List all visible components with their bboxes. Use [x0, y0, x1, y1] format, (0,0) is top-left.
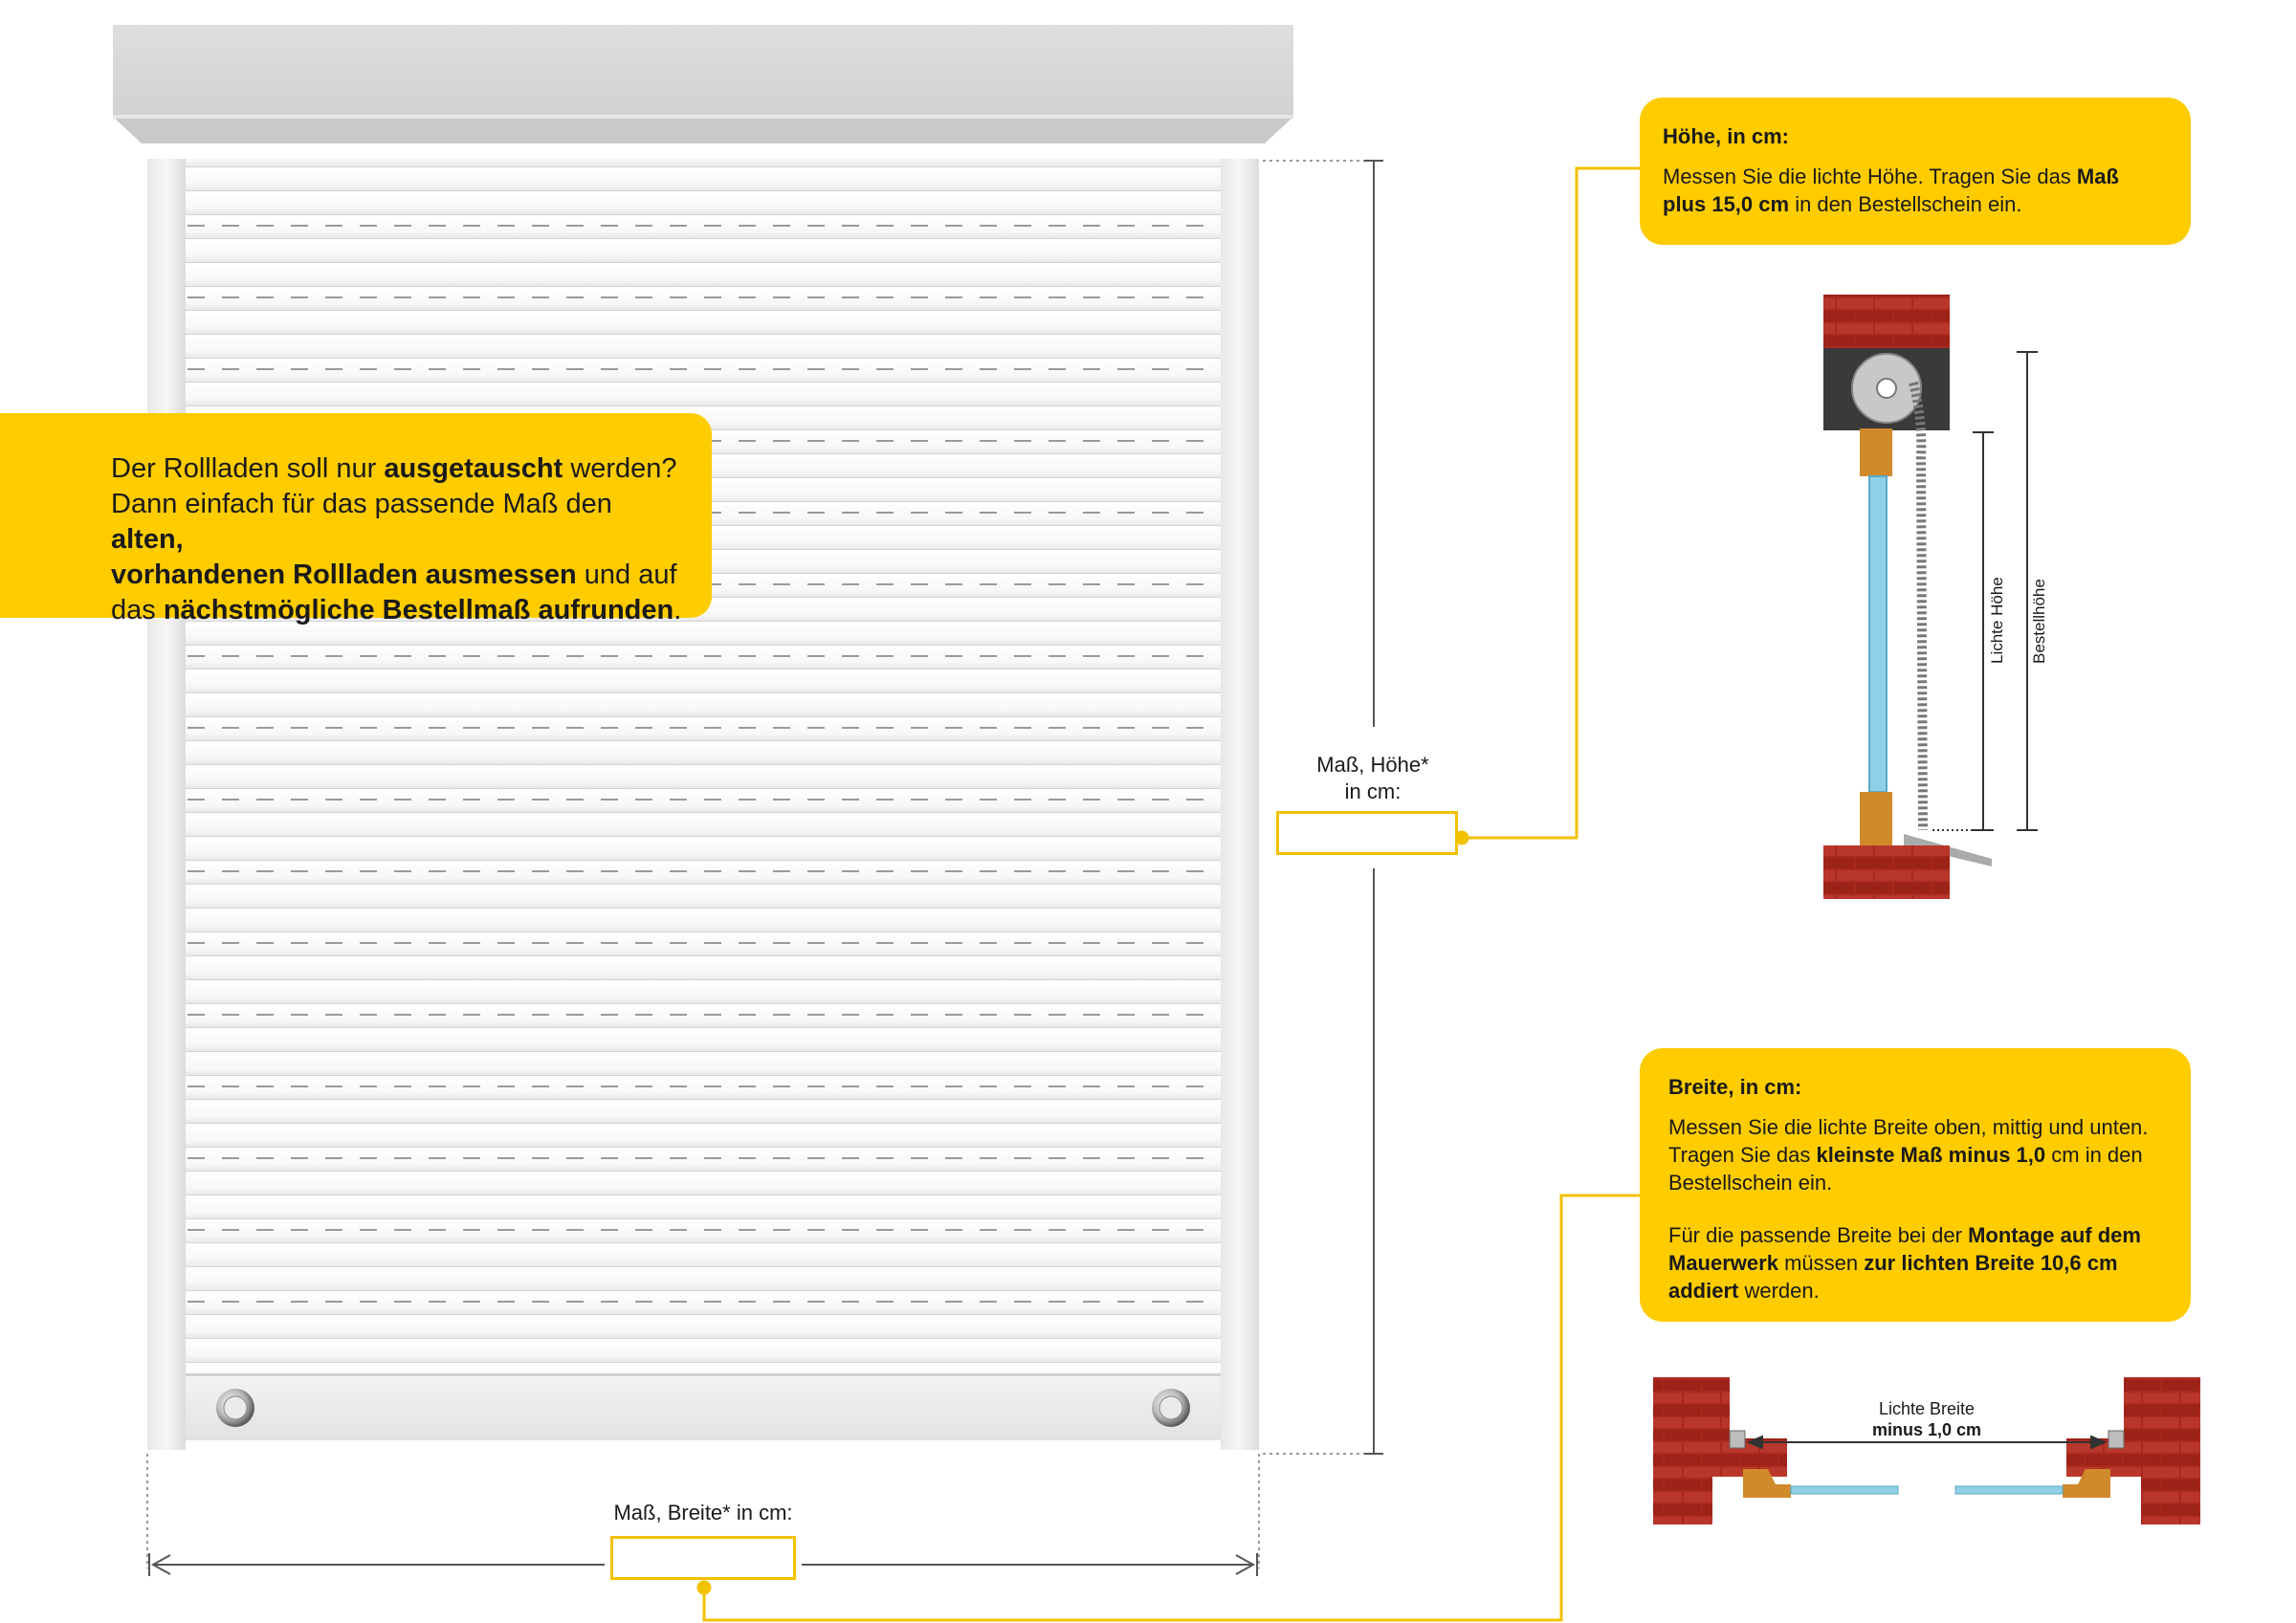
width-callout-text-2: Für die passende Breite bei der Montage auf dem Mauerwerk müssen zur lichten Breite 10,6 cm addiert werden. [1668, 1223, 2141, 1303]
width-connector-dot [698, 1582, 710, 1593]
callout-line-4: das nächstmögliche Bestellmaß aufrunden. [111, 595, 682, 625]
callout-line-2: Dann einfach für das passende Maß den alten, [111, 489, 612, 555]
upper-brick-wall [1823, 295, 1950, 348]
window-glass [1869, 476, 1887, 792]
right-guide-rail [1221, 159, 1259, 1450]
width-measure-label: Maß, Breite* in cm: [613, 1501, 793, 1524]
replacement-info-callout [0, 413, 712, 625]
height-callout-text: Messen Sie die lichte Höhe. Tragen Sie das Maß plus 15,0 cm in den Bestellschein ein. [1663, 164, 2119, 216]
height-info-callout [1640, 98, 2191, 245]
right-glass-section [1955, 1486, 2063, 1494]
shutter-box [113, 25, 1293, 143]
left-guide-rail [147, 159, 186, 1450]
right-brick-wall [2141, 1477, 2200, 1524]
height-callout-title: Höhe, in cm: [1663, 124, 1790, 148]
width-input-box[interactable] [610, 1536, 796, 1580]
lower-window-frame [1860, 792, 1892, 845]
shutter-slats [186, 159, 1221, 1373]
shutter-bottom-bar [186, 1373, 1221, 1440]
shutter-curtain-section [1913, 383, 1923, 830]
width-info-callout [1640, 1048, 2191, 1322]
width-callout-text-1: Messen Sie die lichte Breite oben, mittig und unten. Tragen Sie das kleinste Maß minus 1,0 cm in den Bestellschein ein. [1668, 1115, 2149, 1195]
lichte-breite-label: Lichte Breite minus 1,0 cm [1871, 1399, 1982, 1439]
height-input-box[interactable] [1276, 811, 1458, 855]
callout-line-3: vorhandenen Rollladen ausmessen und auf [111, 559, 677, 590]
upper-window-frame [1860, 428, 1892, 476]
lichte-hoehe-label: Lichte Höhe [1988, 577, 2006, 664]
height-measure-label: Maß, Höhe* in cm: [1316, 753, 1429, 803]
height-dimension-line [1263, 161, 1383, 1454]
left-glass-section [1791, 1486, 1898, 1494]
bestellhoehe-label: Bestellhöhe [2030, 579, 2048, 664]
left-brick-wall [1653, 1477, 1712, 1524]
width-callout-title: Breite, in cm: [1668, 1075, 1802, 1099]
lower-brick-wall [1823, 845, 1950, 899]
callout-line-1: Der Rollladen soll nur ausgetauscht werden? [111, 453, 677, 484]
